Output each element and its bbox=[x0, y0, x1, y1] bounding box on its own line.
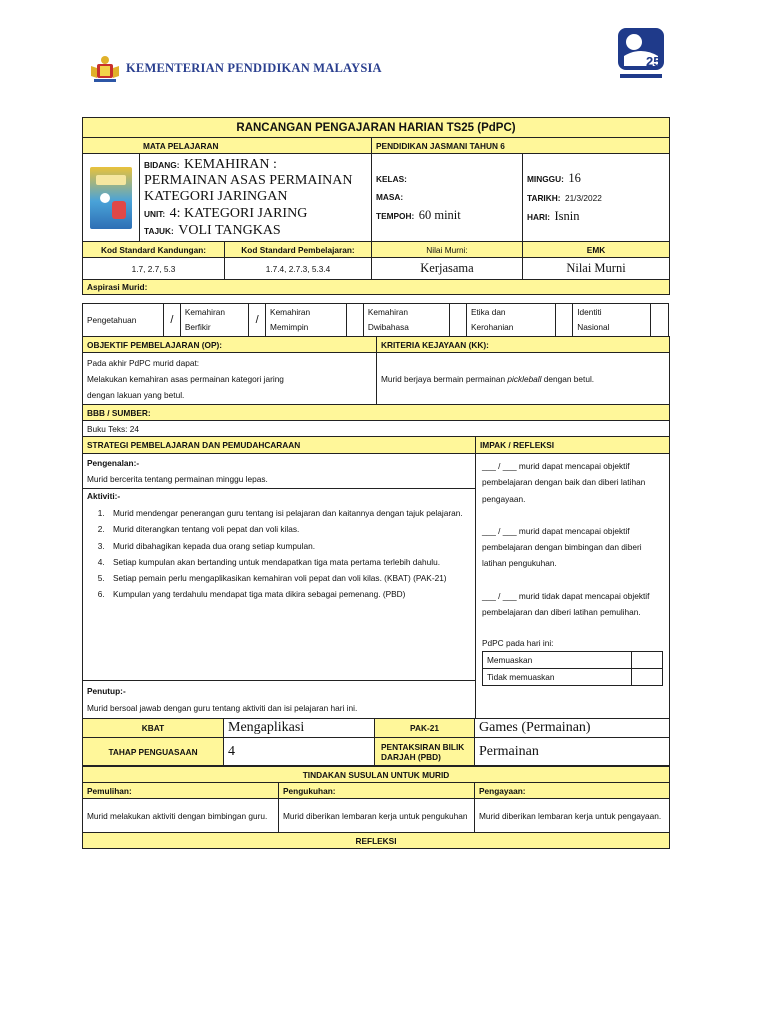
objektif-table bbox=[82, 336, 670, 437]
ksp-value: 1.7.4, 2.7.3, 5.3.4 bbox=[225, 258, 372, 280]
aktiviti-item: 5. Setiap pemain perlu mengaplikasikan kemahiran voli pepat dan voli kilas. (KBAT) (PAK-21) bbox=[107, 570, 471, 586]
minggu-block bbox=[523, 154, 670, 242]
aspirasi-dwibahasa: Kemahiran Dwibahasa bbox=[363, 304, 449, 337]
pemulihan-text: Murid melakukan aktiviti dengan bimbingan guru. bbox=[83, 799, 279, 833]
ksp-label: Kod Standard Pembelajaran: bbox=[225, 242, 372, 258]
kelas-label: KELAS: bbox=[376, 174, 407, 184]
aktiviti-label: Aktiviti:- bbox=[87, 491, 121, 501]
nilai-value: Kerjasama bbox=[372, 258, 523, 280]
pengenalan-text: Murid bercerita tentang permainan minggu lepas. bbox=[87, 474, 268, 484]
aspirasi-berfikir: Kemahiran Berfikir bbox=[180, 304, 248, 337]
tindakan-label: TINDAKAN SUSULAN UNTUK MURID bbox=[83, 767, 670, 783]
aktiviti-section bbox=[83, 489, 476, 681]
kk-label: KRITERIA KEJAYAAN (KK): bbox=[377, 337, 670, 353]
impak-text-3: ___ / ___ murid tidak dapat mencapai objektif pembelajaran dan diberi latihan pemulihan. bbox=[482, 590, 650, 618]
aspirasi-check-6 bbox=[651, 304, 669, 337]
masa-label: MASA: bbox=[376, 192, 404, 202]
aspirasi-check-2: / bbox=[249, 304, 266, 337]
aktiviti-item: 3. Murid dibahagikan kepada dua orang setiap kumpulan. bbox=[107, 538, 471, 554]
bidang-value-1: KEMAHIRAN : bbox=[183, 157, 277, 172]
tahap-value: 4 bbox=[224, 738, 375, 766]
lesson-plan-table bbox=[82, 117, 670, 295]
tidak-memuaskan-checkbox[interactable] bbox=[632, 669, 663, 686]
aktiviti-item: 4. Setiap kumpulan akan bertanding untuk mendapatkan tiga mata pertama terlebih dahulu. bbox=[107, 554, 471, 570]
unit-label: UNIT: bbox=[144, 209, 166, 219]
ts25-logo bbox=[616, 26, 666, 82]
aktiviti-list bbox=[87, 505, 471, 603]
kbat-label: KBAT bbox=[83, 719, 224, 738]
impak-text-1: ___ / ___ murid dapat mencapai objektif pembelajaran dengan baik dan diberi latihan pengayaan. bbox=[482, 461, 646, 504]
kk-text: Murid berjaya bermain permainan pickleball dengan betul. bbox=[377, 353, 670, 405]
ts25-logo-number: 25 bbox=[646, 54, 661, 69]
memuaskan-label: Memuaskan bbox=[483, 652, 632, 669]
pdpc-label: PdPC pada hari ini: bbox=[482, 638, 554, 649]
textbook-cover-image bbox=[90, 167, 132, 229]
aktiviti-item: 1. Murid mendengar penerangan guru tentang isi pelajaran dan kaitannya dengan tajuk pelajaran. bbox=[107, 505, 471, 521]
aspirasi-identiti: Identiti Nasional bbox=[573, 304, 651, 337]
emk-label: EMK bbox=[523, 242, 670, 258]
pengenalan-section bbox=[83, 454, 476, 489]
tempoh-value: 60 minit bbox=[418, 208, 461, 222]
impak-text-2: ___ / ___ murid dapat mencapai objektif pembelajaran dengan bimbingan dan diberi latihan pengukuhan. bbox=[482, 525, 642, 569]
aspirasi-check-4 bbox=[450, 304, 467, 337]
strategi-table bbox=[82, 436, 670, 719]
pengenalan-label: Pengenalan:- bbox=[87, 458, 140, 468]
pak21-value: Games (Permainan) bbox=[475, 719, 670, 738]
minggu-label: MINGGU: bbox=[527, 174, 564, 184]
aspirasi-etika: Etika dan Kerohanian bbox=[466, 304, 555, 337]
op-line-3: dengan lakuan yang betul. bbox=[87, 389, 185, 400]
mata-pelajaran-label: MATA PELAJARAN bbox=[83, 138, 372, 154]
pbd-value: Permainan bbox=[475, 738, 670, 766]
kbat-table bbox=[82, 718, 670, 766]
aspirasi-check-3 bbox=[347, 304, 364, 337]
aspirasi-label: Aspirasi Murid: bbox=[83, 280, 670, 295]
hari-value: Isnin bbox=[554, 209, 580, 223]
impak-section bbox=[476, 454, 670, 719]
nilai-label: Nilai Murni: bbox=[372, 242, 523, 258]
op-text bbox=[83, 353, 377, 405]
tajuk-label: TAJUK: bbox=[144, 226, 174, 236]
bidang-value-3: KATEGORI JARINGAN bbox=[144, 189, 288, 204]
subject-name: PENDIDIKAN JASMANI TAHUN 6 bbox=[372, 138, 670, 154]
bidang-value-2: PERMAINAN ASAS PERMAINAN bbox=[144, 173, 353, 188]
ksk-value: 1.7, 2.7, 5.3 bbox=[83, 258, 225, 280]
refleksi-label: REFLEKSI bbox=[83, 833, 670, 849]
hari-label: HARI: bbox=[527, 212, 551, 222]
pengayaan-label: Pengayaan: bbox=[475, 783, 670, 799]
penutup-section bbox=[83, 681, 476, 719]
tindakan-table bbox=[82, 766, 670, 849]
strategi-label: STRATEGI PEMBELAJARAN DAN PEMUDAHCARAAN bbox=[83, 437, 476, 454]
pbd-label: PENTAKSIRAN BILIK DARJAH (PBD) bbox=[375, 738, 475, 766]
aspirasi-pengetahuan: Pengetahuan bbox=[83, 304, 164, 337]
op-line-2: Melakukan kemahiran asas permainan kategori jaring bbox=[87, 373, 284, 384]
ministry-name: KEMENTERIAN PENDIDIKAN MALAYSIA bbox=[126, 61, 382, 75]
aspirasi-check-5 bbox=[556, 304, 573, 337]
pengukuhan-text: Murid diberikan lembaran kerja untuk pengukuhan bbox=[279, 799, 475, 833]
memuaskan-checkbox[interactable] bbox=[632, 652, 663, 669]
form-title: RANCANGAN PENGAJARAN HARIAN TS25 (PdPC) bbox=[83, 118, 670, 138]
bidang-label: BIDANG: bbox=[144, 160, 180, 170]
tajuk-value: VOLI TANGKAS bbox=[178, 223, 281, 238]
tempoh-label: TEMPOH: bbox=[376, 211, 415, 221]
penutup-text: Murid bersoal jawab dengan guru tentang aktiviti dan isi pelajaran hari ini. bbox=[87, 702, 358, 713]
ksk-label: Kod Standard Kandungan: bbox=[83, 242, 225, 258]
penutup-label: Penutup:- bbox=[87, 685, 126, 696]
pengayaan-text: Murid diberikan lembaran kerja untuk pengayaan. bbox=[475, 799, 670, 833]
minggu-value: 16 bbox=[568, 171, 581, 185]
op-line-1: Pada akhir PdPC murid dapat: bbox=[87, 357, 200, 368]
kelas-block bbox=[372, 154, 523, 242]
bbb-label: BBB / SUMBER: bbox=[83, 405, 670, 421]
kbat-value: Mengaplikasi bbox=[224, 719, 375, 738]
malaysia-coat-of-arms-icon bbox=[88, 54, 122, 84]
tarikh-label: TARIKH: bbox=[527, 193, 561, 203]
emk-value: Nilai Murni bbox=[523, 258, 670, 280]
pemulihan-label: Pemulihan: bbox=[83, 783, 279, 799]
bidang-block bbox=[140, 154, 372, 242]
aspirasi-memimpin: Kemahiran Memimpin bbox=[266, 304, 347, 337]
aspirasi-check-1: / bbox=[164, 304, 181, 337]
bbb-value: Buku Teks: 24 bbox=[83, 421, 670, 437]
pengukuhan-label: Pengukuhan: bbox=[279, 783, 475, 799]
tahap-label: TAHAP PENGUASAAN bbox=[83, 738, 224, 766]
textbook-cover-cell bbox=[83, 154, 140, 242]
impak-label: IMPAK / REFLEKSI bbox=[476, 437, 670, 454]
aspirasi-table bbox=[82, 303, 669, 337]
tidak-memuaskan-label: Tidak memuaskan bbox=[483, 669, 632, 686]
op-label: OBJEKTIF PEMBELAJARAN (OP): bbox=[83, 337, 377, 353]
unit-value: 4: KATEGORI JARING bbox=[169, 206, 308, 221]
aktiviti-item: 2. Murid diterangkan tentang voli pepat dan voli kilas. bbox=[107, 521, 471, 537]
pak21-label: PAK-21 bbox=[375, 719, 475, 738]
aktiviti-item: 6. Kumpulan yang terdahulu mendapat tiga mata dikira sebagai pemenang. (PBD) bbox=[107, 586, 471, 602]
pdpc-rating-table bbox=[482, 651, 663, 686]
tarikh-value: 21/3/2022 bbox=[564, 193, 602, 203]
